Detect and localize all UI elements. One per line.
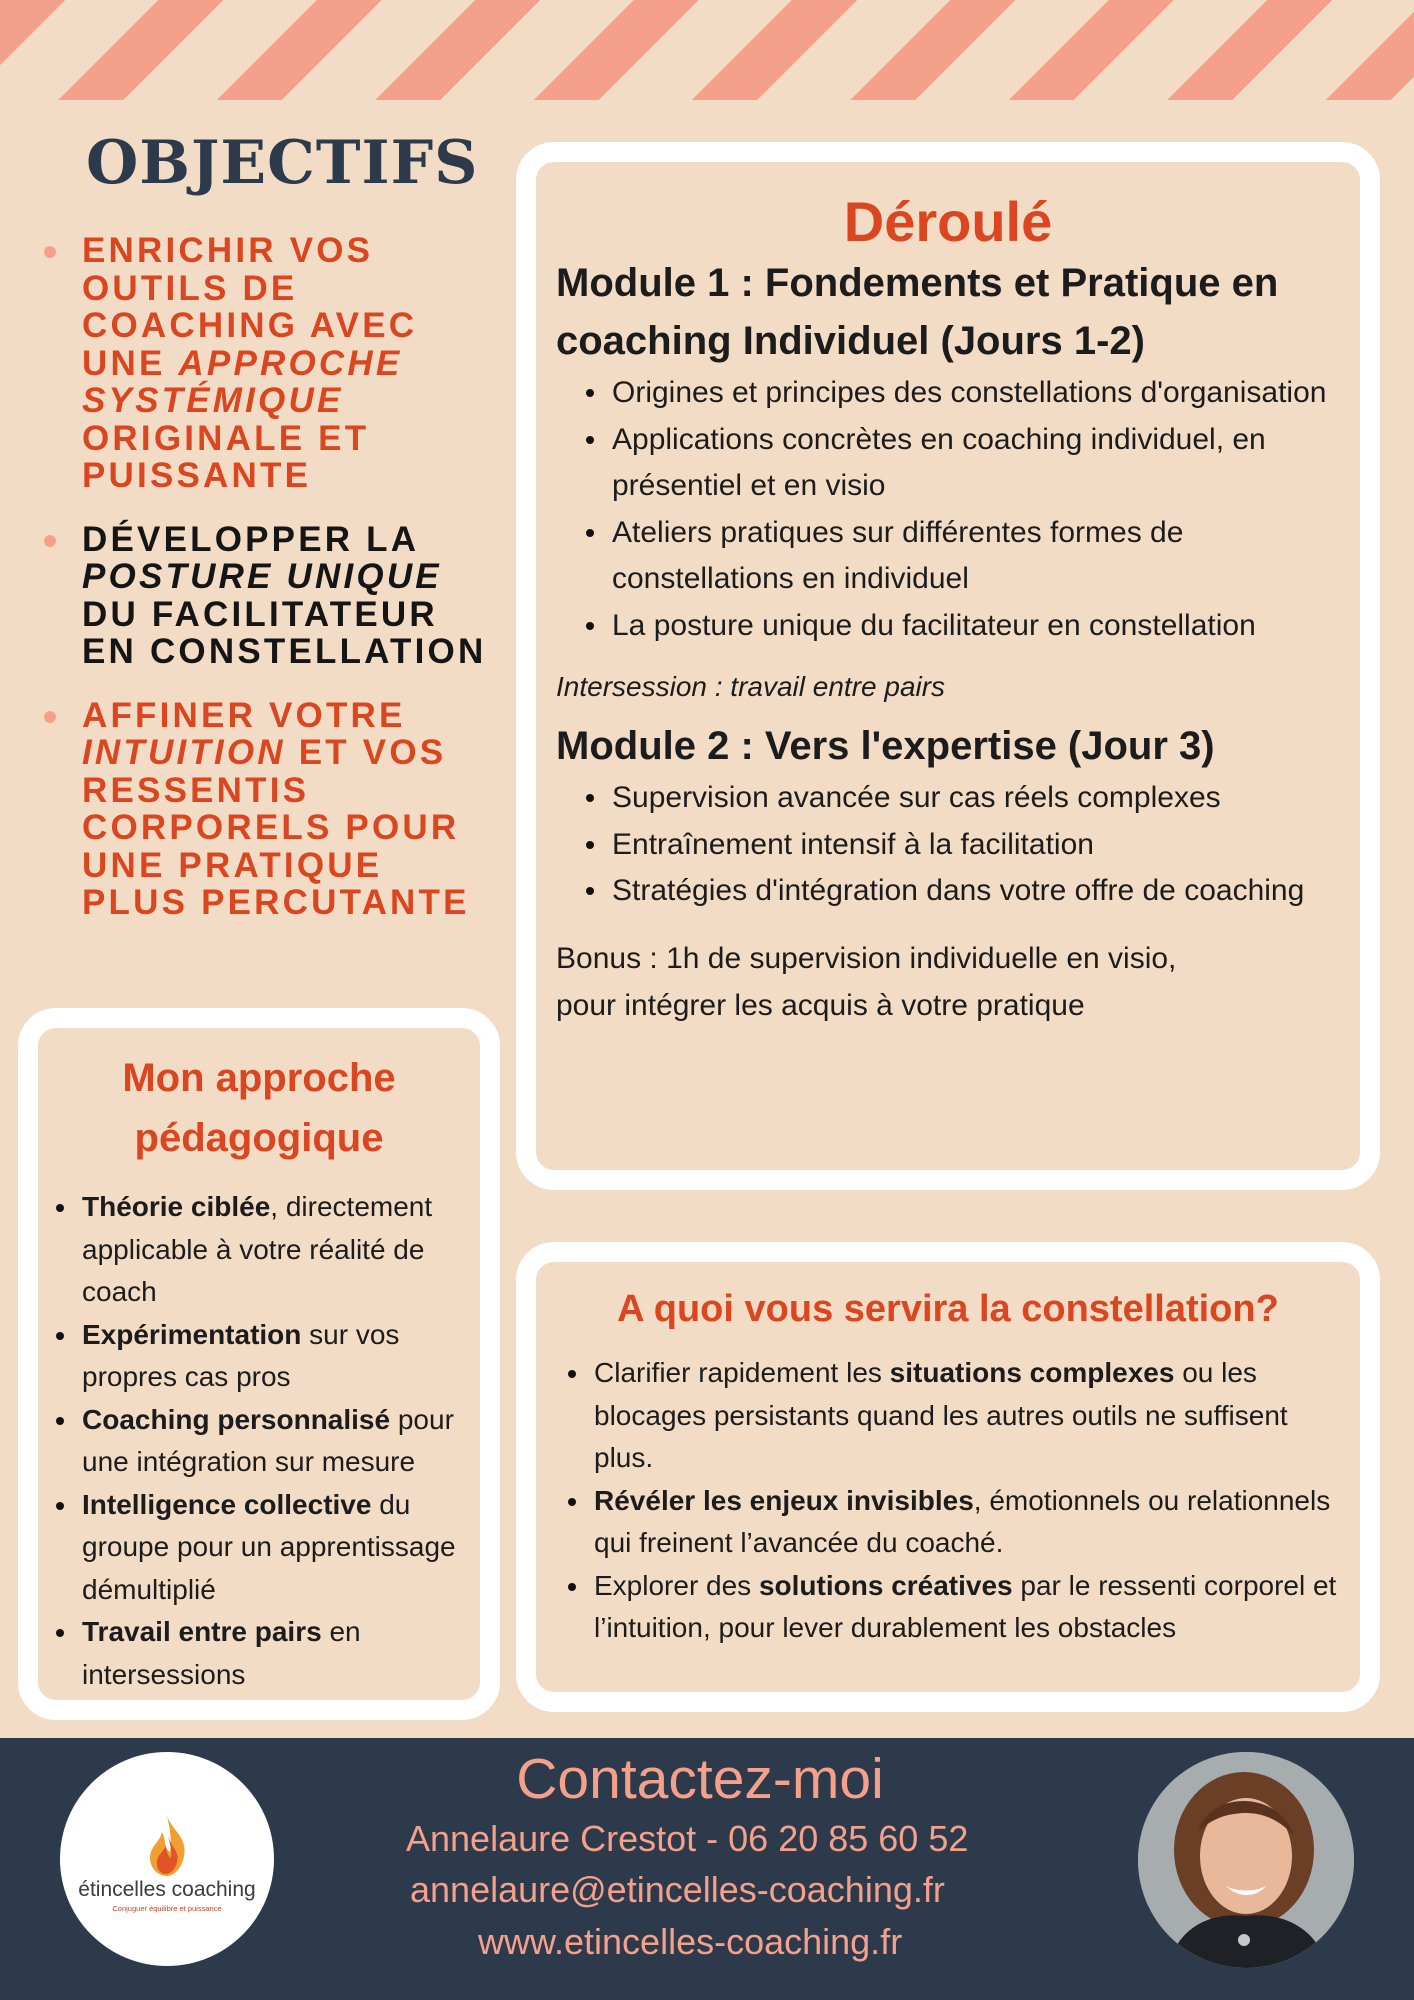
module-1-list (612, 370, 1344, 649)
intersession-note: Intersession : travail entre pairs (556, 671, 946, 702)
flame-icon (140, 1814, 194, 1878)
contact-title: Contactez-moi (516, 1747, 884, 1811)
list-item: Stratégies d'intégration dans votre offre de coaching (612, 868, 1344, 915)
list-item: Clarifier rapidement les situations complexes ou les blocages persistants quand les autres outils ne suffisent plus. (594, 1352, 1344, 1480)
objectif-item: DÉVELOPPER LA POSTURE UNIQUE DU FACILITATEUR EN CONSTELLATION (40, 521, 500, 671)
objectif-item: ENRICHIR VOS OUTILS DE COACHING AVEC UNE APPROCHE SYSTÉMIQUE ORIGINALE ET PUISSANTE (40, 232, 500, 495)
list-item: Explorer des solutions créatives par le ressenti corporel et l’intuition, pour lever durablement les obstacles (594, 1565, 1344, 1650)
pedagogy-card (18, 1008, 500, 1720)
pedagogy-title: Mon approche pédagogique (122, 1056, 396, 1160)
logo-tagline: Conjuguer équilibre et puissance (112, 1904, 222, 1913)
portrait-photo (1138, 1752, 1354, 1968)
list-item: Origines et principes des constellations d'organisation (612, 370, 1344, 417)
list-item: Théorie ciblée, directement applicable à votre réalité de coach (82, 1186, 468, 1314)
portrait-illustration (1138, 1752, 1354, 1968)
list-item: Ateliers pratiques sur différentes formes de constellations en individuel (612, 510, 1344, 603)
contact-website[interactable]: www.etincelles-coaching.fr (478, 1921, 903, 1962)
module-2-heading: Module 2 : Vers l'expertise (Jour 3) (556, 724, 1215, 768)
bonus-text: Bonus : 1h de supervision individuelle en visio, pour intégrer les acquis à votre pratique (556, 941, 1177, 1022)
contact-name-phone: Annelaure Crestot - 06 20 85 60 52 (406, 1818, 969, 1859)
list-item: Supervision avancée sur cas réels complexes (612, 775, 1344, 822)
benefits-title: A quoi vous servira la constellation? (617, 1288, 1279, 1330)
objectifs-list (40, 232, 500, 948)
module-1-heading: Module 1 : Fondements et Pratique en coaching Individuel (Jours 1-2) (556, 261, 1279, 363)
list-item: Applications concrètes en coaching individuel, en présentiel et en visio (612, 417, 1344, 510)
contact-email[interactable]: annelaure@etincelles-coaching.fr (410, 1869, 945, 1910)
logo-name: étincelles coaching (78, 1878, 256, 1901)
deroule-title: Déroulé (843, 190, 1053, 253)
list-item: Révéler les enjeux invisibles, émotionnels ou relationnels qui freinent l’avancée du coaché. (594, 1480, 1344, 1565)
pedagogy-list (82, 1186, 468, 1696)
objectifs-title: OBJECTIFS (86, 128, 479, 198)
list-item: Coaching personnalisé pour une intégration sur mesure (82, 1399, 468, 1484)
list-item: Entraînement intensif à la facilitation (612, 822, 1344, 869)
list-item: Travail entre pairs en intersessions (82, 1611, 468, 1696)
deroule-card (516, 142, 1380, 1190)
contact-footer (0, 1738, 1414, 2000)
benefits-card (516, 1242, 1380, 1712)
list-item: Intelligence collective du groupe pour un apprentissage démultiplié (82, 1484, 468, 1612)
objectif-item: AFFINER VOTRE INTUITION ET VOS RESSENTIS CORPORELS POUR UNE PRATIQUE PLUS PERCUTANTE (40, 697, 500, 922)
benefits-list (594, 1352, 1344, 1650)
module-2-list (612, 775, 1344, 915)
list-item: La posture unique du facilitateur en constellation (612, 603, 1344, 650)
list-item: Expérimentation sur vos propres cas pros (82, 1314, 468, 1399)
striped-banner (0, 0, 1414, 100)
